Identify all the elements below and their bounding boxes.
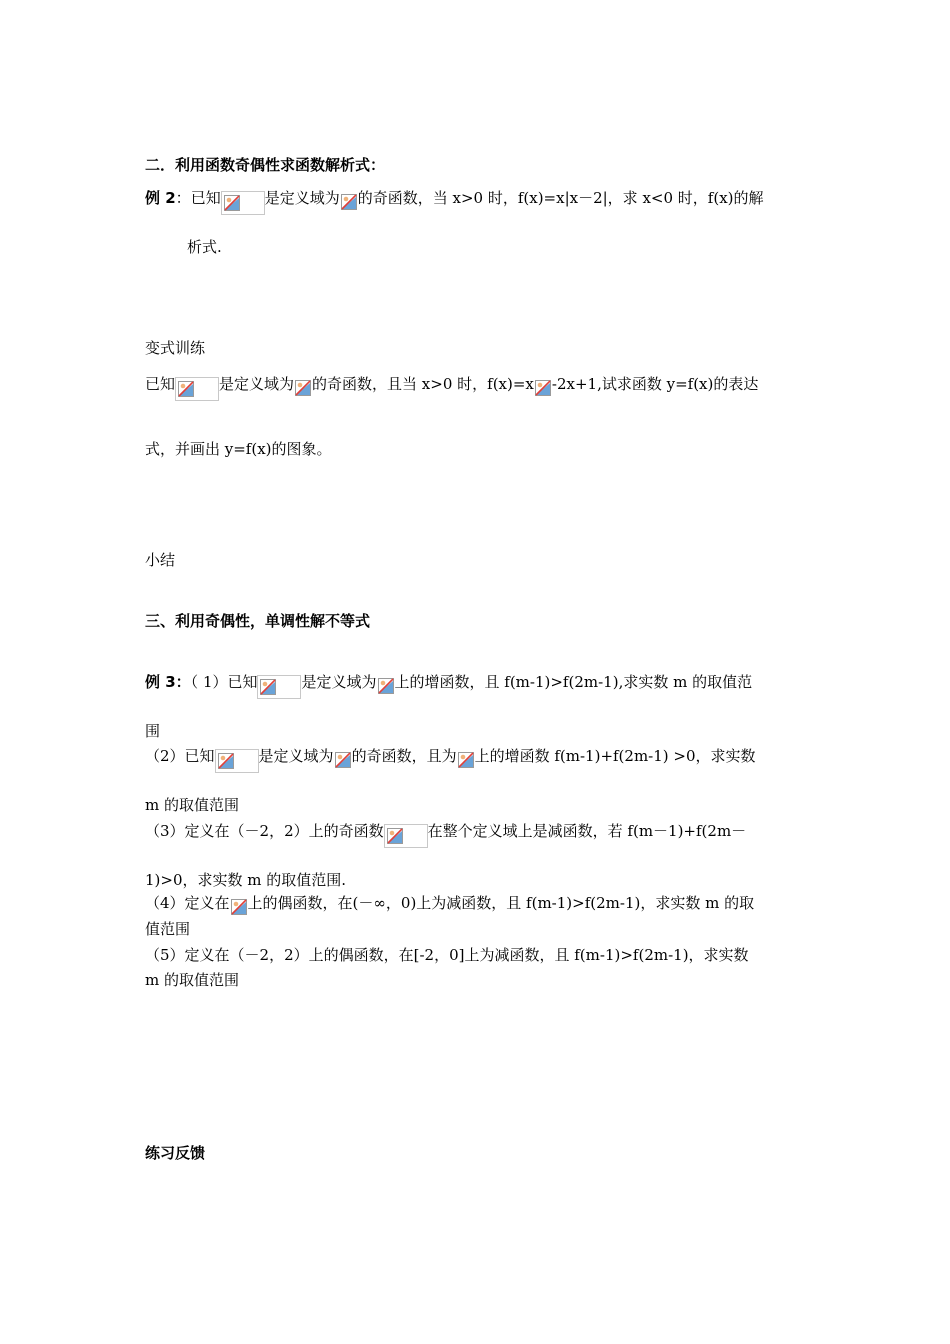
example2-label: 例 2 xyxy=(145,189,176,207)
broken-image-icon xyxy=(377,675,395,699)
variant-text-d: -2x+1,试求函数 y=f(x)的表达 xyxy=(551,375,759,393)
variant-title: 变式训练 xyxy=(145,339,206,357)
example3-q1-line1 xyxy=(145,672,752,699)
example2-line2: 析式. xyxy=(187,238,222,256)
variant-line2: 式，并画出 y=f(x)的图象。 xyxy=(145,440,332,458)
example3-q5-line2: m 的取值范围 xyxy=(145,971,239,989)
q2-text-d: 上的增函数 f(m-1)+f(2m-1) >0，求实数 xyxy=(474,747,756,765)
summary-title: 小结 xyxy=(145,551,176,569)
broken-image-icon xyxy=(384,824,428,848)
broken-image-icon xyxy=(221,191,265,215)
broken-image-icon xyxy=(534,377,552,401)
broken-image-icon xyxy=(215,749,259,773)
example3-q2-line1 xyxy=(145,746,756,773)
q4-text-b: 上的偶函数，在(－∞，0)上为减函数，且 f(m-1)>f(2m-1)，求实数 m 的取 xyxy=(247,894,755,912)
example2-text-c: 的奇函数，当 x>0 时，f(x)=x|x－2|，求 x<0 时，f(x)的解 xyxy=(357,189,764,207)
q3-text-a: （3）定义在（－2，2）上的奇函数 xyxy=(145,822,384,840)
broken-image-icon xyxy=(340,191,358,215)
q3-text-b: 在整个定义域上是减函数，若 f(m－1)+f(2m－ xyxy=(427,822,747,840)
broken-image-icon xyxy=(230,896,248,920)
q2-text-b: 是定义域为 xyxy=(258,747,334,765)
example2-text-b: 是定义域为 xyxy=(264,189,340,207)
broken-image-icon xyxy=(175,377,219,401)
example3-q3-line1 xyxy=(145,821,746,848)
example2-text-a: 已知 xyxy=(190,189,221,207)
q2-text-a: （2）已知 xyxy=(145,747,215,765)
example3-q4-line2: 值范围 xyxy=(145,920,191,938)
example3-q5-line1: （5）定义在（－2，2）上的偶函数，在[-2，0]上为减函数，且 f(m-1)>f(2m-1)，求实数 xyxy=(145,946,749,964)
practice-title: 练习反馈 xyxy=(145,1144,206,1162)
broken-image-icon xyxy=(334,749,352,773)
example3-q1-line2: 围 xyxy=(145,722,161,740)
q1-text-a: （ 1）已知 xyxy=(190,673,258,691)
q1-text-c: 上的增函数，且 f(m-1)>f(2m-1),求实数 m 的取值范 xyxy=(394,673,753,691)
example3-q3-line2: 1)>0，求实数 m 的取值范围. xyxy=(145,871,347,889)
example3-q2-line2: m 的取值范围 xyxy=(145,796,239,814)
example2-colon: ： xyxy=(175,189,191,207)
variant-text-b: 是定义域为 xyxy=(219,375,295,393)
example3-label: 例 3： xyxy=(145,673,191,691)
section3-heading: 三、利用奇偶性，单调性解不等式 xyxy=(145,612,371,630)
q4-text-a: （4）定义在 xyxy=(145,894,230,912)
example3-q4-line1 xyxy=(145,893,754,920)
variant-text-a: 已知 xyxy=(145,375,176,393)
variant-line1 xyxy=(145,374,758,401)
q2-text-c: 的奇函数，且为 xyxy=(351,747,457,765)
broken-image-icon xyxy=(257,675,301,699)
broken-image-icon xyxy=(294,377,312,401)
broken-image-icon xyxy=(457,749,475,773)
variant-text-c: 的奇函数，且当 x>0 时，f(x)=x xyxy=(312,375,534,393)
example2-line1 xyxy=(145,188,764,215)
section2-heading: 二．利用函数奇偶性求函数解析式： xyxy=(145,156,386,174)
q1-text-b: 是定义域为 xyxy=(301,673,377,691)
